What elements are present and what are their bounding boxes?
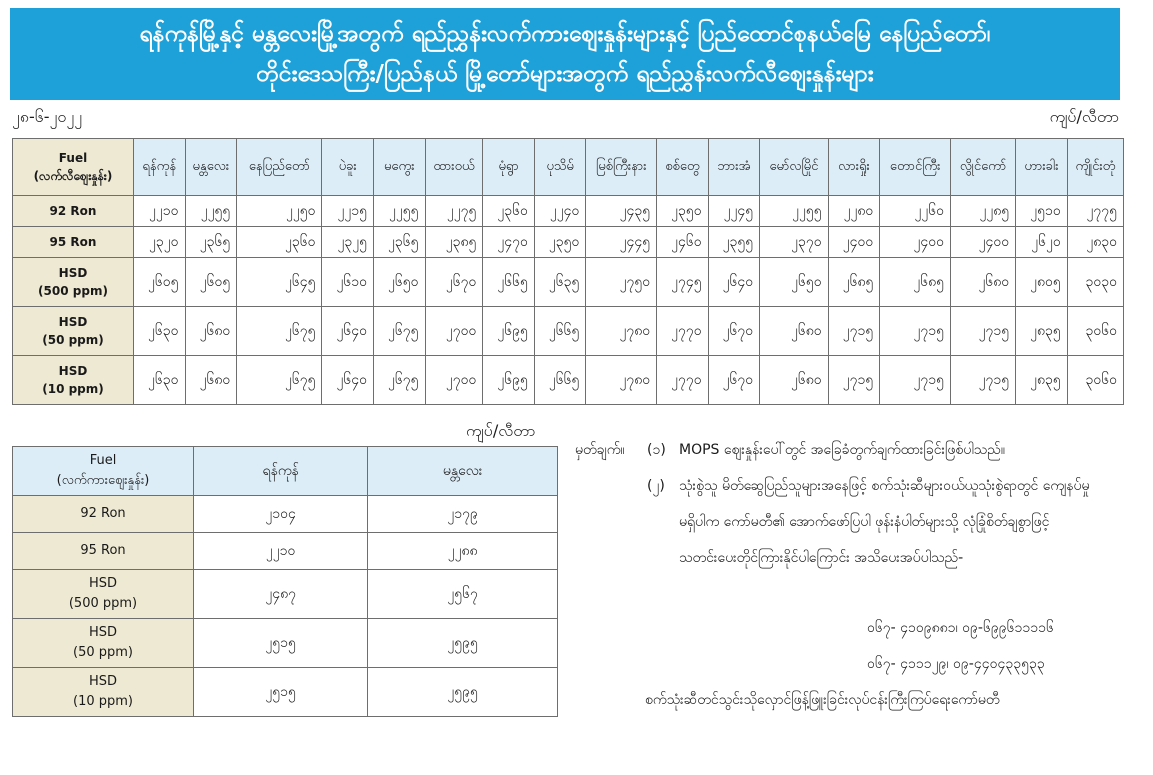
price-cell: ၂၄၈၇	[194, 570, 368, 619]
fuel-type-label	[13, 227, 134, 258]
fuel-type-label	[13, 496, 194, 533]
fuel-type-label	[13, 619, 194, 668]
price-cell: ၂၄၀၀	[880, 227, 951, 258]
fuel-type-label-line: (50 ppm)	[42, 333, 104, 347]
price-cell: ၂၆၇၀	[425, 258, 483, 307]
city-header: လွိုင်ကော်	[951, 139, 1016, 196]
price-cell: ၂၂၅၅	[760, 196, 828, 227]
retail-fuel-header	[13, 139, 134, 196]
price-cell: ၂၆၇၅	[237, 356, 322, 405]
wholesale-fuel-header	[13, 447, 194, 496]
city-header: ပဲခူး	[322, 139, 374, 196]
retail-fuel-header-line: Fuel	[58, 151, 88, 165]
city-header: မုံရွာ	[483, 139, 535, 196]
city-header: ကျိုင်းတုံ	[1067, 139, 1123, 196]
price-cell: ၂၅၁၀	[1016, 196, 1068, 227]
price-cell: ၂၆၆၅	[534, 307, 586, 356]
price-cell: ၂၂၅၅	[185, 196, 237, 227]
price-cell: ၂၃၂၀	[134, 227, 186, 258]
price-cell: ၂၆၄၀	[322, 356, 374, 405]
price-cell: ၂၆၅၀	[760, 258, 828, 307]
retail-fuel-header-line: (လက်လီဈေးနှုန်း)	[33, 169, 113, 183]
price-cell: ၂၇၈၀	[586, 307, 657, 356]
price-cell: ၂၇၁၅	[828, 356, 880, 405]
price-cell: ၂၂၁၅	[322, 196, 374, 227]
table-row	[13, 668, 558, 717]
price-cell: ၂၂၇၅	[425, 196, 483, 227]
price-cell: ၂၃၇၀	[760, 227, 828, 258]
city-header: ဟားခါး	[1016, 139, 1068, 196]
table-row	[13, 533, 558, 570]
fuel-type-label-line: 92 Ron	[49, 204, 97, 218]
note-1-text: MOPS ဈေးနှုန်းပေါ်တွင် အခြေခံတွက်ချက်ထားခြင်းဖြစ်ပါသည်။	[679, 442, 1005, 458]
price-cell: ၂၇၄၅	[657, 258, 709, 307]
fuel-type-label-line: 95 Ron	[80, 543, 126, 558]
price-cell: ၂၇၇၅	[1067, 196, 1123, 227]
price-cell: ၂၄၄၅	[586, 227, 657, 258]
price-cell: ၂၃၅၀	[534, 227, 586, 258]
price-cell: ၂၆၇၅	[373, 356, 425, 405]
fuel-type-label	[13, 307, 134, 356]
price-cell: ၂၆၈၀	[760, 356, 828, 405]
fuel-type-label-line: (10 ppm)	[42, 382, 104, 396]
date-label: ၂၈-၆-၂၀၂၂	[12, 107, 83, 126]
city-header: လားရှိုး	[828, 139, 880, 196]
price-cell: ၂၃၅၅	[708, 227, 760, 258]
price-cell: ၂၆၉၅	[483, 307, 535, 356]
price-cell: ၂၅၆၇	[368, 570, 558, 619]
price-cell: ၂၆၈၀	[760, 307, 828, 356]
price-cell: ၂၂၈၅	[951, 196, 1016, 227]
title-line-1: ရန်ကုန်မြို့နှင့် မန္တလေးမြို့အတွက် ရည်ညွှန်းလက်ကားဈေးနှုန်းများနှင့် ပြည်ထောင်စုနယ်မြေ နေပြည်တော်၊	[139, 21, 991, 47]
price-cell: ၂၂၈၀	[828, 196, 880, 227]
fuel-type-label-line: HSD	[58, 266, 88, 280]
fuel-type-label	[13, 196, 134, 227]
wholesale-price-table	[12, 446, 558, 717]
phone-line-2: ၀၆၇- ၄၁၁၁၂၉၊ ၀၉-၄၄၀၄၃၃၅၃၃	[867, 656, 1045, 672]
price-cell: ၂၇၇၀	[657, 356, 709, 405]
fuel-type-label	[13, 533, 194, 570]
note-2-number: (၂)	[647, 478, 665, 494]
city-header: မကွေး	[373, 139, 425, 196]
title-banner	[10, 8, 1120, 100]
price-cell: ၂၃၅၀	[657, 196, 709, 227]
price-cell: ၂၆၇၀	[708, 307, 760, 356]
fuel-type-label	[13, 356, 134, 405]
price-cell: ၂၃၆၅	[185, 227, 237, 258]
price-cell: ၂၇၅၀	[586, 258, 657, 307]
title-line-2: တိုင်းဒေသကြီး/ပြည်နယ် မြို့တော်များအတွက် ရည်ညွှန်းလက်လီဈေးနှုန်းများ	[256, 61, 874, 87]
price-cell: ၂၈၃၀	[1067, 227, 1123, 258]
price-cell: ၂၇၁၅	[880, 356, 951, 405]
price-cell: ၂၇၀၀	[425, 307, 483, 356]
fuel-type-label-line: HSD	[58, 315, 88, 329]
price-cell: ၂၈၃၅	[1016, 356, 1068, 405]
city-header: ပုသိမ်	[534, 139, 586, 196]
fuel-type-label	[13, 570, 194, 619]
note-2-line-1: သုံးစွဲသူ မိတ်ဆွေပြည်သူများအနေဖြင့် စက်သုံးဆီများဝယ်ယူသုံးစွဲရာတွင် ကျေနပ်မှု	[679, 478, 1090, 494]
city-header: မြစ်ကြီးနား	[586, 139, 657, 196]
table-row	[13, 496, 558, 533]
retail-price-table	[12, 138, 1124, 405]
price-cell: ၂၇၈၀	[586, 356, 657, 405]
city-header: ဘားအံ	[708, 139, 760, 196]
price-cell: ၂၅၉၅	[368, 619, 558, 668]
phone-line-1: ၀၆၇- ၄၁၀၉၈၈၁၊ ၀၉-၆၉၉၆၁၁၁၁၆	[867, 620, 1054, 636]
price-cell: ၂၂၅၅	[373, 196, 425, 227]
price-cell: ၂၆၈၀	[951, 258, 1016, 307]
price-cell: ၂၆၂၀	[1016, 227, 1068, 258]
price-cell: ၂၃၈၅	[425, 227, 483, 258]
fuel-type-label-line: (10 ppm)	[73, 694, 133, 709]
price-cell: ၂၁၇၉	[368, 496, 558, 533]
price-cell: ၂၇၀၀	[425, 356, 483, 405]
price-cell: ၂၇၁၅	[828, 307, 880, 356]
note-2-line-2: မရှိပါက ကော်မတီ၏ အောက်ဖော်ပြပါ ဖုန်းနံပါတ်များသို့ လုံခြုံစိတ်ချစွာဖြင့်	[679, 514, 1050, 530]
price-cell: ၂၂၈၈	[368, 533, 558, 570]
notes-prefix: မှတ်ချက်။	[575, 442, 625, 458]
city-header: ရန်ကုန်	[194, 447, 368, 496]
price-cell: ၂၆၁၀	[322, 258, 374, 307]
wholesale-fuel-header-line: Fuel	[89, 453, 117, 468]
price-cell: ၃၀၆၀	[1067, 307, 1123, 356]
wholesale-header-row	[13, 447, 558, 496]
price-cell: ၂၅၉၅	[368, 668, 558, 717]
wholesale-fuel-header-line: (လက်ကားဈေးနှုန်း)	[56, 473, 150, 488]
price-cell: ၂၄၀၀	[951, 227, 1016, 258]
price-cell: ၂၂၄၅	[708, 196, 760, 227]
price-cell: ၂၃၆၀	[483, 196, 535, 227]
fuel-type-label	[13, 668, 194, 717]
fuel-type-label-line: HSD	[88, 576, 118, 591]
price-cell: ၂၄၀၀	[828, 227, 880, 258]
note-2-line-3: သတင်းပေးတိုင်ကြားနိုင်ပါကြောင်း အသိပေးအပ်ပါသည်-	[679, 550, 964, 566]
city-header: ရန်ကုန်	[134, 139, 186, 196]
fuel-type-label-line: (50 ppm)	[73, 645, 133, 660]
city-header: တောင်ကြီး	[880, 139, 951, 196]
price-cell: ၂၆၄၀	[322, 307, 374, 356]
price-cell: ၂၂၁၀	[194, 533, 368, 570]
committee-name: စက်သုံးဆီတင်သွင်းသိုလှောင်ဖြန့်ဖြူးခြင်းလုပ်ငန်းကြီးကြပ်ရေးကော်မတီ	[645, 692, 1000, 708]
price-cell: ၂၈၀၅	[1016, 258, 1068, 307]
table-row	[13, 619, 558, 668]
city-header: မန္တလေး	[368, 447, 558, 496]
price-cell: ၂၆၇၅	[373, 307, 425, 356]
price-cell: ၂၆၀၅	[185, 258, 237, 307]
price-cell: ၂၅၁၅	[194, 619, 368, 668]
price-cell: ၃၀၃၀	[1067, 258, 1123, 307]
table-row	[13, 227, 1124, 258]
price-cell: ၂၆၃၅	[534, 258, 586, 307]
price-cell: ၂၆၈၅	[828, 258, 880, 307]
table-row	[13, 356, 1124, 405]
fuel-type-label-line: 92 Ron	[80, 506, 126, 521]
fuel-type-label-line: (500 ppm)	[38, 284, 108, 298]
table-row	[13, 307, 1124, 356]
city-header: မော်လမြိုင်	[760, 139, 828, 196]
fuel-type-label-line: HSD	[88, 625, 118, 640]
price-cell: ၂၈၃၅	[1016, 307, 1068, 356]
price-cell: ၂၂၅၀	[237, 196, 322, 227]
price-cell: ၂၆၃၀	[134, 307, 186, 356]
price-cell: ၂၆၇၀	[708, 356, 760, 405]
price-cell: ၂၆၅၀	[373, 258, 425, 307]
price-cell: ၂၇၇၀	[657, 307, 709, 356]
price-cell: ၂၆၄၅	[237, 258, 322, 307]
unit-label-retail: ကျပ်/လီတာ	[1049, 107, 1119, 126]
price-cell: ၂၂၄၀	[534, 196, 586, 227]
price-cell: ၂၂၁၀	[134, 196, 186, 227]
price-cell: ၂၂၆၀	[880, 196, 951, 227]
fuel-type-label-line: HSD	[88, 674, 118, 689]
price-cell: ၂၁၀၄	[194, 496, 368, 533]
retail-header-row	[13, 139, 1124, 196]
city-header: ထားဝယ်	[425, 139, 483, 196]
price-cell: ၂၆၆၅	[483, 258, 535, 307]
price-cell: ၂၆၉၅	[483, 356, 535, 405]
table-row	[13, 570, 558, 619]
price-cell: ၃၀၆၀	[1067, 356, 1123, 405]
city-header: စစ်တွေ	[657, 139, 709, 196]
price-cell: ၂၄၇၀	[483, 227, 535, 258]
price-cell: ၂၃၆၅	[373, 227, 425, 258]
price-cell: ၂၆၈၀	[185, 356, 237, 405]
fuel-type-label-line: 95 Ron	[49, 235, 97, 249]
price-cell: ၂၆၇၅	[237, 307, 322, 356]
price-cell: ၂၆၈၅	[880, 258, 951, 307]
price-cell: ၂၃၂၅	[322, 227, 374, 258]
price-cell: ၂၃၆၀	[237, 227, 322, 258]
price-cell: ၂၇၁၅	[951, 356, 1016, 405]
table-row	[13, 196, 1124, 227]
price-cell: ၂၆၆၅	[534, 356, 586, 405]
fuel-type-label-line: HSD	[58, 364, 88, 378]
price-cell: ၂၆၀၅	[134, 258, 186, 307]
price-cell: ၂၅၁၅	[194, 668, 368, 717]
price-cell: ၂၄၆၀	[657, 227, 709, 258]
note-1-number: (၁)	[647, 442, 666, 458]
fuel-type-label	[13, 258, 134, 307]
price-cell: ၂၄၃၅	[586, 196, 657, 227]
price-cell: ၂၆၄၀	[708, 258, 760, 307]
unit-label-wholesale: ကျပ်/လီတာ	[466, 421, 536, 440]
price-cell: ၂၇၁၅	[880, 307, 951, 356]
city-header: နေပြည်တော်	[237, 139, 322, 196]
fuel-type-label-line: (500 ppm)	[68, 596, 138, 611]
city-header: မန္တလေး	[185, 139, 237, 196]
price-cell: ၂၆၃၀	[134, 356, 186, 405]
price-cell: ၂၆၈၀	[185, 307, 237, 356]
table-row	[13, 258, 1124, 307]
price-cell: ၂၇၁၅	[951, 307, 1016, 356]
